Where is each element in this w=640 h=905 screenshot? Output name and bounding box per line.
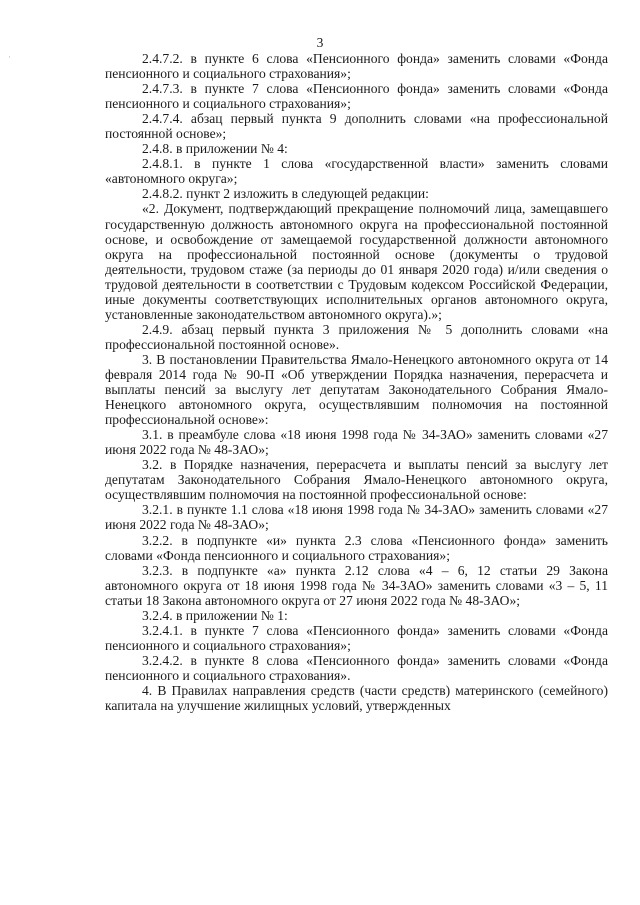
paragraph-2-4-9: 2.4.9. абзац первый пункта 3 приложения № 5 дополнить словами «на профессиональной постоянной основе». <box>105 321 608 352</box>
paragraph-3-2: 3.2. в Порядке назначения, перерасчета и выплаты пенсий за выслугу лет депутатам Законодательного Собрания Ямало-Ненецкого автономного округа, осуществлявшим полномочия на постоянной профессиональной основе: <box>105 457 608 503</box>
paragraph-2-4-7-4: 2.4.7.4. абзац первый пункта 9 дополнить словами «на профессиональной постоянной основе»; <box>105 111 608 142</box>
paragraph-3-2-2: 3.2.2. в подпункте «и» пункта 2.3 слова «Пенсионного фонда» заменить словами «Фонда пенсионного и социального страхования»; <box>105 532 608 563</box>
paragraph-2-4-8: 2.4.8. в приложении № 4: <box>142 141 288 157</box>
margin-mark: · <box>8 52 11 62</box>
paragraph-3-2-1: 3.2.1. в пункте 1.1 слова «18 июня 1998 года № 34-ЗАО» заменить словами «27 июня 2022 года № 48-ЗАО»; <box>105 502 608 533</box>
paragraph-4: 4. В Правилах направления средств (части средств) материнского (семейного) капитала на улучшение жилищных условий, утвержденных <box>105 682 608 714</box>
paragraph-3-1: 3.1. в преамбуле слова «18 июня 1998 года № 34-ЗАО» заменить словами «27 июня 2022 года № 48-ЗАО»; <box>105 427 608 458</box>
paragraph-3-2-4-2: 3.2.4.2. в пункте 8 слова «Пенсионного фонда» заменить словами «Фонда пенсионного и социального страхования». <box>105 652 608 683</box>
page-number: 3 <box>316 35 324 50</box>
paragraph-2-4-7-2: 2.4.7.2. в пункте 6 слова «Пенсионного фонда» заменить словами «Фонда пенсионного и социального страхования»; <box>105 51 608 82</box>
paragraph-2-4-7-3: 2.4.7.3. в пункте 7 слова «Пенсионного фонда» заменить словами «Фонда пенсионного и социального страхования»; <box>105 81 608 112</box>
paragraph-3-2-4: 3.2.4. в приложении № 1: <box>142 607 288 623</box>
paragraph-3-2-3: 3.2.3. в подпункте «а» пункта 2.12 слова «4 – 6, 12 статьи 29 Закона автономного округа от 18 июня 1998 года № 34-ЗАО» заменить словами «3 – 5, 11 статьи 18 Закона автономного округа от 27 июня 2022 года № 48-ЗАО»; <box>105 562 608 608</box>
paragraph-3-2-4-1: 3.2.4.1. в пункте 7 слова «Пенсионного фонда» заменить словами «Фонда пенсионного и социального страхования»; <box>105 622 608 653</box>
document-body <box>105 51 608 713</box>
paragraph-2-4-8-1: 2.4.8.1. в пункте 1 слова «государственной власти» заменить словами «автономного округа»; <box>105 156 608 187</box>
paragraph-2-4-8-2: 2.4.8.2. пункт 2 изложить в следующей редакции: <box>142 186 429 202</box>
paragraph-3: 3. В постановлении Правительства Ямало-Ненецкого автономного округа от 14 февраля 2014 года № 90-П «Об утверждении Порядка назначения, перерасчета и выплаты пенсий за выслугу лет депутатам Законодательного Собрания Ямало-Ненецкого автономного округа, осуществлявшим полномочия на постоянной профессиональной основе»: <box>105 351 608 428</box>
paragraph-quoted-item-2: «2. Документ, подтверждающий прекращение полномочий лица, замещавшего государственную должность автономного округа на профессиональной постоянной основе, и освобождение от замещаемой государственной должности автономного округа на профессиональной постоянной основе (документы о трудовой деятельности, трудовом стаже (за периоды до 01 января 2020 года) и/или сведения о трудовой деятельности в соответствии с Трудовым кодексом Российской Федерации, иные документы соответствующих исполнительных органов автономного округа, установленные законодательством автономного округа).»; <box>105 201 608 322</box>
